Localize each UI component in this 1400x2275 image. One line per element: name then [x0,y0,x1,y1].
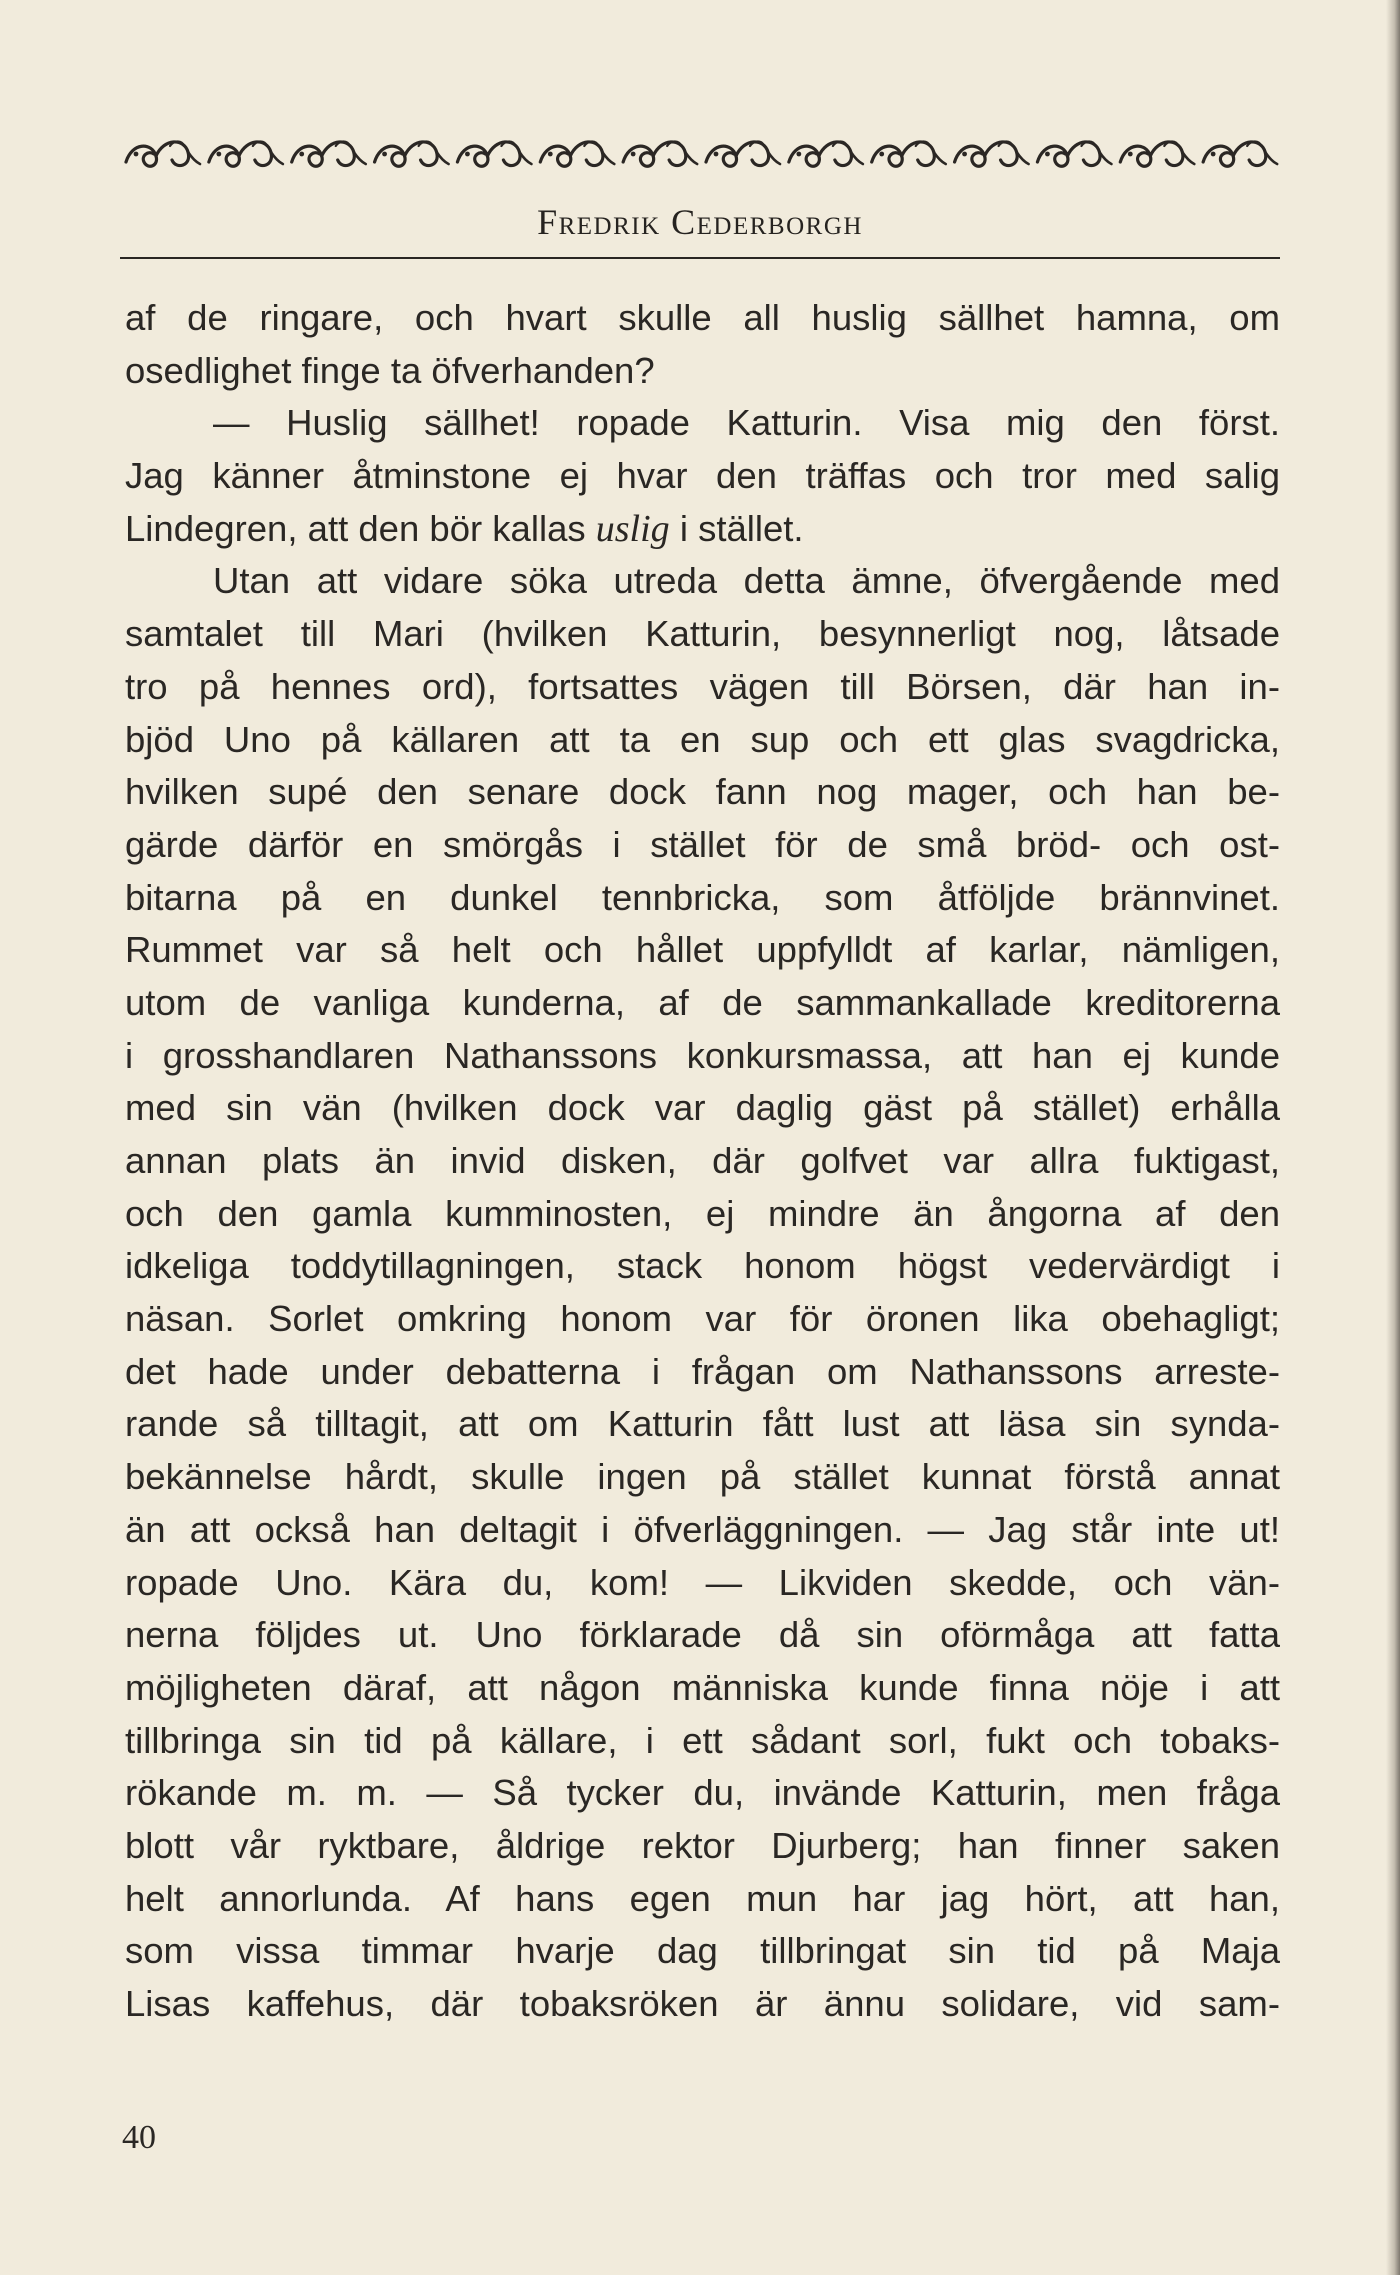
text-line-content: tro på hennes ord), fortsattes vägen till Börsen, där han in- [125,665,1280,707]
scroll-motif-icon [1037,142,1111,167]
text-line-content: hvilken supé den senare dock fann nog mager, och han be- [125,771,1280,813]
scroll-motif-icon [706,142,780,167]
text-line-content: näsan. Sorlet omkring honom var för öronen lika obehagligt; [125,1298,1280,1340]
text-line-content: ropade Uno. Kära du, kom! — Likviden skedde, och vän- [125,1561,1280,1603]
text-line [125,1557,1280,1610]
text-line-content: bekännelse hårdt, skulle ingen på stället kunnat förstå annat [125,1456,1280,1498]
text-line-content: tillbringa sin tid på källare, i ett sådant sorl, fukt och tobaks- [125,1719,1280,1761]
text-line [125,1820,1280,1873]
text-line-content: af de ringare, och hvart skulle all huslig sällhet hamna, om [125,297,1280,338]
text-line [125,345,1280,398]
scroll-motif-icon [126,142,200,167]
scroll-motif-icon [955,142,1029,167]
text-line [125,397,1280,450]
body-text [125,292,1280,2031]
scroll-motif-icon [540,142,614,167]
scroll-motif-icon [1120,142,1194,167]
header-rule [120,257,1280,259]
text-line [125,1767,1280,1820]
text-line-content: annan plats än invid disken, där golfvet var allra fuktigast, [125,1140,1280,1181]
text-line-content: i grosshandlaren Nathanssons konkursmassa, att han ej kunde [125,1034,1280,1076]
text-line [125,714,1280,767]
text-line [125,1293,1280,1346]
text-line [125,1451,1280,1504]
text-line [125,1030,1280,1083]
scroll-motif-icon [292,142,366,167]
text-line-content: rande så tilltagit, att om Katturin fått lust att läsa sin synda- [125,1403,1280,1445]
text-line-content: gärde därför en smörgås i stället för de små bröd- och ost- [125,823,1280,865]
text-line [125,1662,1280,1715]
text-line-content: bjöd Uno på källaren att ta en sup och ett glas svagdricka, [125,718,1280,760]
text-line-content: med sin vän (hvilken dock var daglig gäst på stället) erhålla [125,1087,1280,1129]
text-line [125,977,1280,1030]
text-line-content: möjligheten däraf, att någon människa kunde finna nöje i att [125,1666,1280,1708]
running-title: Fredrik Cederborgh [537,202,863,242]
text-line-content: samtalet till Mari (hvilken Katturin, besynnerligt nog, låtsade [125,613,1280,655]
text-line-content: helt annorlunda. Af hans egen mun har jag hört, att han, [125,1877,1280,1919]
text-line-content: rökande m. m. — Så tycker du, invände Katturin, men fråga [125,1772,1280,1814]
text-line [125,608,1280,661]
floral-ornament-band [120,128,1280,178]
text-line [125,450,1280,503]
text-line-content: det hade under debatterna i frågan om Nathanssons arreste- [125,1350,1280,1392]
scroll-motif-icon [872,142,946,167]
text-line [125,1240,1280,1293]
text-line [125,1346,1280,1399]
scroll-motif-icon [623,142,697,167]
text-line [125,1398,1280,1451]
text-line [125,872,1280,925]
emphasis-word: uslig [595,507,670,550]
text-line-content: Utan att vidare söka utreda detta ämne, öfvergående med [213,560,1280,602]
text-line [125,819,1280,872]
text-line [125,1135,1280,1188]
text-line [125,1609,1280,1662]
page-number: 40 [122,2119,156,2156]
scroll-motif-icon [209,142,283,167]
text-line [125,1082,1280,1135]
text-line-content: bitarna på en dunkel tennbricka, som åtföljde brännvinet. [125,876,1280,918]
text-line-content: osedlighet finge ta öfverhanden? [125,349,655,391]
text-line-content: utom de vanliga kunderna, af de sammankallade kreditorerna [125,981,1280,1023]
text-line-content: Rummet var så helt och hållet uppfylldt af karlar, nämligen, [125,929,1280,971]
text-line-content: Lindegren, att den bör kallas uslig i stället. [125,507,804,550]
text-line [125,292,1280,345]
text-line-content: Lisas kaffehus, där tobaksröken är ännu solidare, vid sam- [125,1983,1280,2024]
text-line-content: — Huslig sällhet! ropade Katturin. Visa mig den först. [213,402,1280,444]
text-line [125,766,1280,819]
page-edge-shadow [1386,0,1400,2275]
text-line [125,1873,1280,1926]
floral-scroll-icon [120,128,1280,178]
text-line [125,924,1280,977]
text-line [125,503,1280,556]
text-line-content: som vissa timmar hvarje dag tillbringat sin tid på Maja [125,1930,1280,1972]
text-line [125,555,1280,608]
scroll-motif-icon [1203,142,1277,167]
text-line-content: och den gamla kumminosten, ej mindre än ångorna af den [125,1192,1280,1234]
text-line-content: Jag känner åtminstone ej hvar den träffas och tror med salig [125,455,1280,497]
scroll-motif-icon [789,142,863,167]
text-line [125,1188,1280,1241]
text-line-content: än att också han deltagit i öfverläggningen. — Jag står inte ut! [125,1508,1280,1550]
text-line [125,1504,1280,1557]
scroll-motif-icon [375,142,449,167]
text-line-content: idkeliga toddytillagningen, stack honom högst vedervärdigt i [125,1245,1280,1287]
text-line [125,661,1280,714]
text-line [125,1978,1280,2031]
scroll-motif-icon [457,142,531,167]
text-line [125,1925,1280,1978]
text-line [125,1715,1280,1768]
text-line-content: blott vår ryktbare, åldrige rektor Djurberg; han finner saken [125,1824,1280,1866]
text-line-content: nerna följdes ut. Uno förklarade då sin oförmåga att fatta [125,1614,1280,1656]
